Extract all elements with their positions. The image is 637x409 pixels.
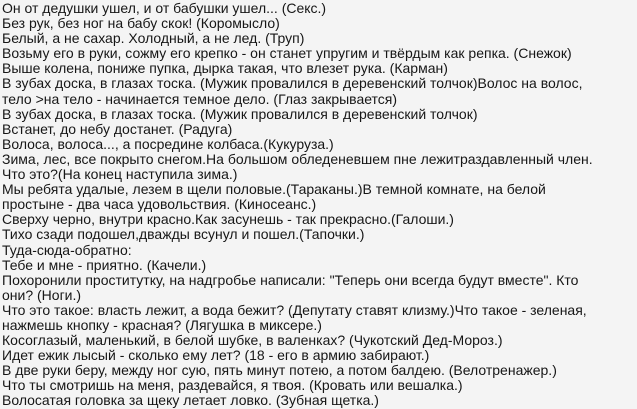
text-line: Он от дедушки ушел, и от бабушки ушел... (Секс.) xyxy=(2,1,327,16)
text-line: Зима, лес, все покрыто снегом.На большом обледеневшем пне лежитраздавленный член. xyxy=(2,151,593,167)
text-line: Косоглазый, маленький, в белой шубке, в валенках? (Чукотский Дед-Мороз.) xyxy=(2,333,503,349)
text-line: тело >на тело - начинается темное дело. (Глаз закрывается) xyxy=(2,91,398,107)
text-line: Что это?(На конец наступила зима.) xyxy=(2,167,238,183)
text-line: В зубах доска, в глазах тоска. (Мужик провалился в деревенский толчок)Волос на волос, xyxy=(2,76,583,92)
text-line: Тебе и мне - приятно. (Качели.) xyxy=(2,257,207,273)
text-line: простыне - два часа удовольствия. (Киносеанс.) xyxy=(2,197,317,213)
text-line: Похоронили проститутку, на надгробье написали: "Теперь они всегда будут вместе". Кто xyxy=(2,272,579,288)
text-line: Волосатая головка за щеку летает ловко. (Зубная щетка.) xyxy=(2,393,379,409)
text-line: Что это такое: власть лежит, а вода бежит? (Депутату ставят клизму.)Что такое - зеленая, xyxy=(2,302,587,318)
text-line: В две руки беру, между ног сую, пять минут потею, а потом балдею. (Велотренажер.) xyxy=(2,363,557,379)
text-line: Что ты смотришь на меня, раздевайся, я твоя. (Кровать или вешалка.) xyxy=(2,378,463,394)
text-line: Туда-сюда-обратно: xyxy=(2,242,132,258)
text-line: нажмешь кнопку - красная? (Лягушка в миксере.) xyxy=(2,317,322,333)
text-line: Сверху черно, внутри красно.Как засунешь - так прекрасно.(Галоши.) xyxy=(2,212,454,228)
text-line: Возьму его в руки, сожму его крепко - он станет упругим и твёрдым как репка. (Снежок) xyxy=(2,46,572,62)
text-line: Выше колена, пониже пупка, дырка такая, что влезет рука. (Карман) xyxy=(2,61,448,77)
text-line: Белый, а не сахар. Холодный, а не лед. (Труп) xyxy=(2,31,305,47)
text-line: Без рук, без ног на бабу скок! (Коромысло) xyxy=(2,16,280,32)
text-line: Тихо сзади подошел,дважды всунул и пошел.(Тапочки.) xyxy=(2,227,365,243)
text-line: Мы ребята удалые, лезем в щели половые.(Тараканы.)В темной комнате, на белой xyxy=(2,182,546,198)
text-line: они? (Ноги.) xyxy=(2,287,82,303)
text-line: В зубах доска, в глазах тоска. (Мужик провалился в деревенский толчок) xyxy=(2,106,478,122)
text-line: Идет ежик лысый - сколько ему лет? (18 - его в армию забирают.) xyxy=(2,348,430,364)
text-line: Волоса, волоса..., а посредине колбаса.(Кукуруза.) xyxy=(2,136,334,152)
text-line: Встанет, до небу достанет. (Радуга) xyxy=(2,121,233,137)
